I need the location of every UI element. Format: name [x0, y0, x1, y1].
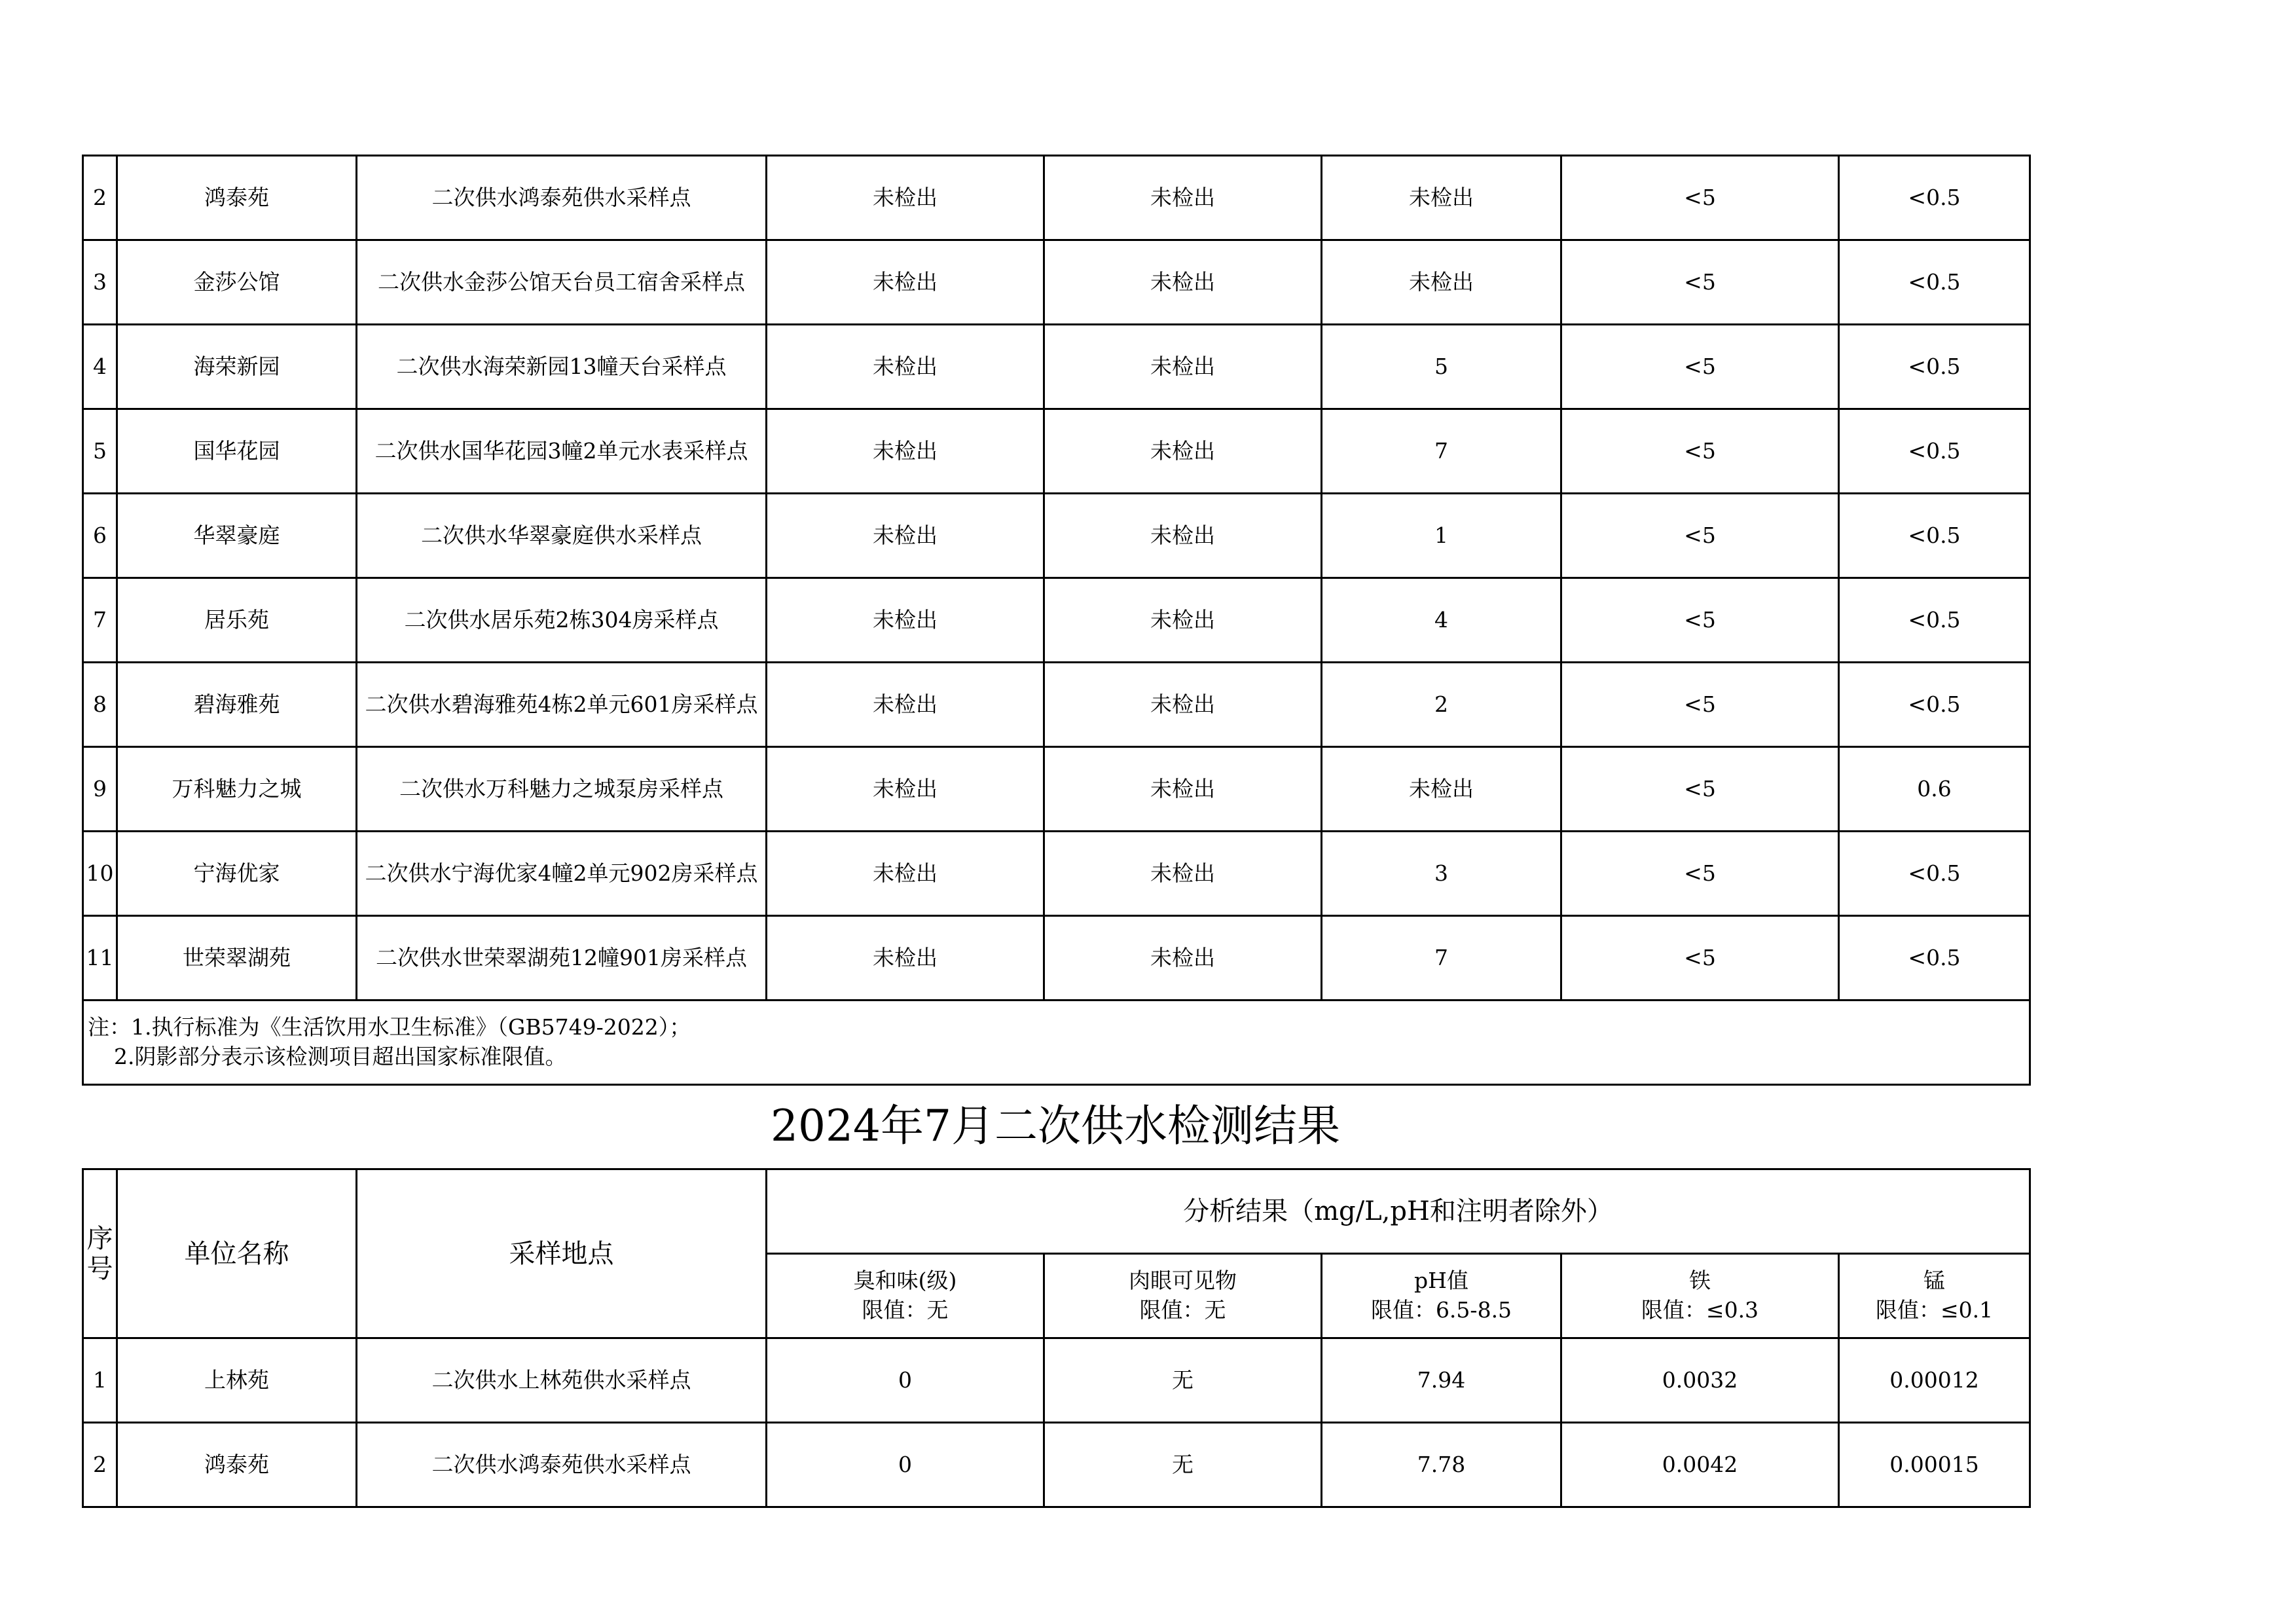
cell-result-5: 0.00015: [1839, 1423, 2030, 1507]
cell-result-4: <5: [1561, 409, 1839, 494]
cell-result-4: <5: [1561, 240, 1839, 325]
cell-result-1: 未检出: [767, 578, 1044, 663]
table-row: [83, 1338, 2030, 1423]
cell-seq: 2: [83, 1423, 117, 1507]
cell-result-4: <5: [1561, 832, 1839, 916]
header-iron-limit: 限值：≤0.3: [1641, 1297, 1759, 1323]
cell-sampling-site: 二次供水鸿泰苑供水采样点: [357, 1423, 767, 1507]
header-ph-name: pH值: [1414, 1268, 1468, 1294]
cell-result-1: 未检出: [767, 409, 1044, 494]
cell-result-4: 0.0032: [1561, 1338, 1839, 1423]
cell-result-3: 2: [1322, 663, 1561, 747]
cell-unit-name: 鸿泰苑: [117, 156, 357, 240]
header-row: [83, 1169, 2030, 1254]
note-standard: 注：1.执行标准为《生活饮用水卫生标准》（GB5749-2022）；: [88, 1014, 691, 1040]
cell-result-2: 无: [1044, 1338, 1322, 1423]
header-visible-matter: [1044, 1254, 1322, 1338]
cell-seq: 5: [83, 409, 117, 494]
cell-result-1: 未检出: [767, 832, 1044, 916]
cell-sampling-site: 二次供水国华花园3幢2单元水表采样点: [357, 409, 767, 494]
cell-result-2: 未检出: [1044, 747, 1322, 832]
cell-unit-name: 上林苑: [117, 1338, 357, 1423]
cell-result-4: <5: [1561, 578, 1839, 663]
table-row: [83, 916, 2030, 1001]
cell-sampling-site: 二次供水宁海优家4幢2单元902房采样点: [357, 832, 767, 916]
cell-result-3: 未检出: [1322, 747, 1561, 832]
table-row: [83, 494, 2030, 578]
cell-result-5: <0.5: [1839, 916, 2030, 1001]
cell-result-2: 未检出: [1044, 494, 1322, 578]
cell-result-3: 7.78: [1322, 1423, 1561, 1507]
cell-result-3: 4: [1322, 578, 1561, 663]
header-manganese-name: 锰: [1923, 1268, 1945, 1294]
cell-result-5: <0.5: [1839, 578, 2030, 663]
cell-result-4: <5: [1561, 325, 1839, 409]
cell-unit-name: 国华花园: [117, 409, 357, 494]
header-ph-limit: 限值：6.5-8.5: [1370, 1297, 1512, 1323]
cell-result-2: 未检出: [1044, 325, 1322, 409]
cell-unit-name: 居乐苑: [117, 578, 357, 663]
cell-seq: 7: [83, 578, 117, 663]
cell-result-1: 未检出: [767, 240, 1044, 325]
header-iron: [1561, 1254, 1839, 1338]
cell-sampling-site: 二次供水鸿泰苑供水采样点: [357, 156, 767, 240]
cell-seq: 9: [83, 747, 117, 832]
cell-sampling-site: 二次供水华翠豪庭供水采样点: [357, 494, 767, 578]
cell-unit-name: 万科魅力之城: [117, 747, 357, 832]
cell-result-4: <5: [1561, 916, 1839, 1001]
header-iron-name: 铁: [1689, 1268, 1711, 1294]
cell-result-5: <0.5: [1839, 240, 2030, 325]
cell-unit-name: 鸿泰苑: [117, 1423, 357, 1507]
cell-seq: 11: [83, 916, 117, 1001]
header-sampling-site: 采样地点: [357, 1169, 767, 1338]
cell-result-3: 7.94: [1322, 1338, 1561, 1423]
cell-result-5: <0.5: [1839, 156, 2030, 240]
cell-result-5: 0.00012: [1839, 1338, 2030, 1423]
cell-sampling-site: 二次供水万科魅力之城泵房采样点: [357, 747, 767, 832]
cell-result-3: 未检出: [1322, 240, 1561, 325]
cell-result-3: 未检出: [1322, 156, 1561, 240]
header-odor: [767, 1254, 1044, 1338]
cell-result-2: 未检出: [1044, 832, 1322, 916]
table-row: [83, 325, 2030, 409]
cell-result-3: 5: [1322, 325, 1561, 409]
cell-result-3: 7: [1322, 916, 1561, 1001]
table-row: [83, 747, 2030, 832]
cell-result-4: <5: [1561, 747, 1839, 832]
cell-result-1: 0: [767, 1338, 1044, 1423]
header-manganese: [1839, 1254, 2030, 1338]
cell-result-5: 0.6: [1839, 747, 2030, 832]
note-row: [83, 1001, 2030, 1085]
table-row: [83, 156, 2030, 240]
cell-result-1: 未检出: [767, 663, 1044, 747]
cell-result-4: 0.0042: [1561, 1423, 1839, 1507]
header-seq: 序号: [83, 1169, 117, 1338]
header-manganese-limit: 限值：≤0.1: [1875, 1297, 1994, 1323]
cell-result-4: <5: [1561, 156, 1839, 240]
cell-sampling-site: 二次供水金莎公馆天台员工宿舍采样点: [357, 240, 767, 325]
cell-seq: 3: [83, 240, 117, 325]
cell-result-1: 未检出: [767, 325, 1044, 409]
note-cell: [83, 1001, 2030, 1085]
cell-sampling-site: 二次供水居乐苑2栋304房采样点: [357, 578, 767, 663]
cell-result-2: 未检出: [1044, 578, 1322, 663]
cell-result-3: 7: [1322, 409, 1561, 494]
cell-seq: 1: [83, 1338, 117, 1423]
cell-unit-name: 海荣新园: [117, 325, 357, 409]
cell-result-2: 未检出: [1044, 663, 1322, 747]
results-table-continued: [82, 155, 2031, 1086]
cell-result-1: 未检出: [767, 494, 1044, 578]
results-table-july: [82, 1168, 2031, 1508]
cell-result-2: 未检出: [1044, 240, 1322, 325]
cell-result-1: 未检出: [767, 916, 1044, 1001]
cell-result-1: 未检出: [767, 747, 1044, 832]
table-row: [83, 240, 2030, 325]
cell-result-3: 1: [1322, 494, 1561, 578]
header-visible-matter-name: 肉眼可见物: [1129, 1268, 1237, 1294]
cell-result-4: <5: [1561, 494, 1839, 578]
table-row: [83, 409, 2030, 494]
report-title: 2024年7月二次供水检测结果: [771, 1101, 1340, 1151]
cell-seq: 6: [83, 494, 117, 578]
cell-unit-name: 宁海优家: [117, 832, 357, 916]
cell-sampling-site: 二次供水碧海雅苑4栋2单元601房采样点: [357, 663, 767, 747]
cell-unit-name: 碧海雅苑: [117, 663, 357, 747]
cell-result-1: 未检出: [767, 156, 1044, 240]
cell-result-4: <5: [1561, 663, 1839, 747]
cell-result-5: <0.5: [1839, 325, 2030, 409]
header-unit-name: 单位名称: [117, 1169, 357, 1338]
cell-unit-name: 世荣翠湖苑: [117, 916, 357, 1001]
cell-result-5: <0.5: [1839, 663, 2030, 747]
header-visible-matter-limit: 限值：无: [1139, 1297, 1226, 1323]
table-row: [83, 663, 2030, 747]
table-row: [83, 832, 2030, 916]
cell-result-2: 未检出: [1044, 916, 1322, 1001]
cell-sampling-site: 二次供水世荣翠湖苑12幢901房采样点: [357, 916, 767, 1001]
cell-seq: 8: [83, 663, 117, 747]
header-ph: [1322, 1254, 1561, 1338]
table-row: [83, 578, 2030, 663]
cell-result-1: 0: [767, 1423, 1044, 1507]
cell-result-5: <0.5: [1839, 832, 2030, 916]
cell-seq: 2: [83, 156, 117, 240]
cell-result-2: 未检出: [1044, 409, 1322, 494]
cell-seq: 4: [83, 325, 117, 409]
cell-result-5: <0.5: [1839, 409, 2030, 494]
cell-unit-name: 金莎公馆: [117, 240, 357, 325]
results-table-july-body: [83, 1338, 2030, 1507]
note-shading: 2.阴影部分表示该检测项目超出国家标准限值。: [114, 1044, 567, 1069]
cell-seq: 10: [83, 832, 117, 916]
cell-result-3: 3: [1322, 832, 1561, 916]
table-row: [83, 1423, 2030, 1507]
results-table-body: [83, 156, 2030, 1001]
cell-result-2: 未检出: [1044, 156, 1322, 240]
cell-sampling-site: 二次供水上林苑供水采样点: [357, 1338, 767, 1423]
cell-sampling-site: 二次供水海荣新园13幢天台采样点: [357, 325, 767, 409]
cell-result-2: 无: [1044, 1423, 1322, 1507]
header-odor-name: 臭和味(级): [853, 1268, 957, 1294]
cell-result-5: <0.5: [1839, 494, 2030, 578]
header-analysis-results: 分析结果（mg/L,pH和注明者除外）: [767, 1169, 2030, 1254]
cell-unit-name: 华翠豪庭: [117, 494, 357, 578]
header-odor-limit: 限值：无: [862, 1297, 949, 1323]
